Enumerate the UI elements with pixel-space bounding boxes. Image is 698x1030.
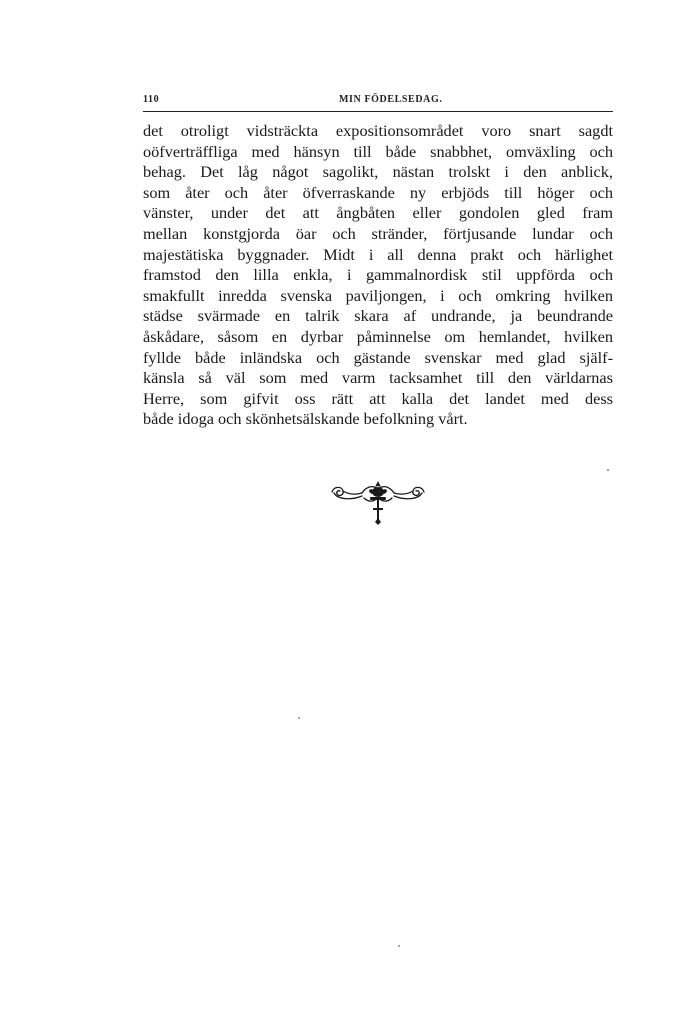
text-line: smakfullt inredda svenska paviljongen, i och omkring hvilken (143, 285, 613, 305)
text-line: fyllde både inländska och gästande svenskar med glad själf- (143, 347, 613, 367)
text-line: både idoga och skönhetsälskande befolkning vårt. (143, 409, 468, 429)
text-line: mellan konstgjorda öar och stränder, förtjusande lundar och (143, 223, 613, 243)
header-rule (143, 111, 613, 112)
text-line: vänster, under det att ångbåten eller gondolen gled fram (143, 203, 613, 223)
text-line: majestätiska byggnader. Midt i all denna prakt och härlighet (143, 244, 613, 264)
body-paragraph (143, 121, 613, 430)
print-speck (298, 717, 300, 719)
running-title: MIN FÖDELSEDAG. (339, 94, 443, 105)
text-line: Herre, som gifvit oss rätt att kalla det landet med dess (143, 388, 613, 408)
fleuron-ornament-icon (328, 478, 428, 526)
text-line: oöfverträffliga med hänsyn till både snabbhet, omväxling och (143, 141, 613, 161)
text-line: känsla så väl som med varm tacksamhet till den världarnas (143, 368, 613, 388)
page-number: 110 (143, 94, 160, 105)
text-line: behag. Det låg något sagolikt, nästan trolskt i den anblick, (143, 162, 613, 182)
text-line: städse svärmade en talrik skara af undrande, ja beundrande (143, 306, 613, 326)
text-line: framstod den lilla enkla, i gammalnordisk stil uppförda och (143, 265, 613, 285)
print-speck (398, 945, 400, 947)
running-head (143, 94, 613, 110)
text-line: det otroligt vidsträckta expositionsområdet voro snart sagdt (143, 121, 613, 140)
text-line: som åter och åter öfverraskande ny erbjöds till höger och (143, 182, 613, 202)
text-line: åskådare, såsom en dyrbar påminnelse om hemlandet, hvilken (143, 326, 613, 346)
print-speck (607, 469, 609, 471)
